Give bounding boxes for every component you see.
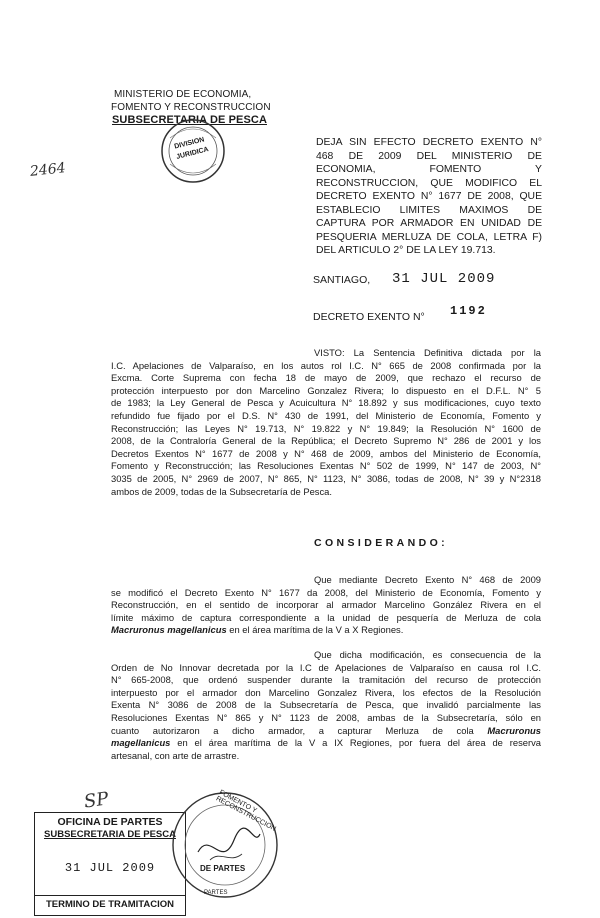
visto-line: 2008, de la Contraloría General de la República; el Decreto Supremo N° 286 de 2001 y los	[111, 435, 541, 447]
considerando-line: se modificó el Decreto Exento N° 1677 da 2008, del Ministerio de Economía, Fomento y	[111, 586, 541, 598]
division-juridica-stamp	[160, 118, 226, 184]
stamp-date: 31 JUL 2009	[64, 861, 156, 875]
decree-number: 1192	[450, 304, 487, 318]
visto-line: de 1983; la Ley General de Pesca y Acuicultura N° 18.892 y sus modificaciones, cuyo texto	[111, 397, 541, 409]
decree-date-stamp: 31 JUL 2009	[392, 271, 496, 287]
handwritten-initials: SP	[82, 788, 110, 813]
species-name: Macruronus	[487, 724, 541, 736]
visto-paragraph	[111, 347, 541, 498]
title-line: CAPTURA POR ARMADOR EN UNIDAD DE	[316, 218, 542, 229]
visto-line: Fomento y Reconstrucción; las Resoluciones Exentas N° 502 de 1999, N° 147 de 2003, N°	[111, 460, 541, 472]
visto-line: protección interpuesto por don Marcelino Gonzalez Rivera; lo dispuesto en el D.F.L. N° 5	[111, 384, 541, 396]
considerando-line: Orden de No Innovar decretada por la I.C de Apelaciones de Valparaíso en causa rol I.C.	[111, 661, 541, 673]
ministry-line-1: MINISTERIO DE ECONOMIA,	[114, 89, 252, 100]
margin-note: 2464	[29, 160, 67, 180]
considerando-text: en el área marítima de la V a IX Regiones, por fuera del área de reserva	[170, 737, 541, 749]
considerando-line: Exenta N° 3086 de 2008 de la Subsecretaría de Pesca, que invalidó parcialmente las	[111, 699, 541, 711]
stamp-oficina-text: OFICINA DE PARTES	[57, 816, 163, 828]
title-line: DEL ARTICULO 2° DE LA LEY 19.713.	[316, 245, 496, 256]
visto-line: VISTO: La Sentencia Definitiva dictada por la	[314, 347, 541, 358]
considerando-line	[111, 624, 541, 637]
decree-number-label: DECRETO EXENTO N°	[313, 311, 425, 323]
considerando-line: Reconstrucción, en el sentido de incorporar al armador Marcelino González Rivera en el	[111, 599, 541, 611]
title-line: RECONSTRUCCION, QUE MODIFICO EL	[316, 177, 542, 189]
considerando-line	[111, 725, 541, 738]
ministry-round-stamp	[170, 790, 280, 900]
round-stamp-arc-text: FOMENTO Y RECONSTRUCCION	[214, 789, 277, 833]
species-name: Macruronus magellanicus	[111, 624, 227, 636]
visto-line: Excma. Corte Suprema con fecha 18 de mayo de 2009, que rechazo el recurso de	[111, 372, 541, 384]
considerando-line	[111, 737, 541, 750]
stamp-termino-text: TERMINO DE TRAMITACION	[45, 899, 175, 910]
round-stamp-bottom: PARTES	[204, 890, 228, 896]
considerando-line: interpuesto por el armador don Marcelino Gonzalez Rivera, los efectos de la Resolución	[111, 686, 541, 698]
title-line: 468 DE 2009 DEL MINISTERIO DE	[316, 150, 542, 162]
considerando-line: Resoluciones Exentas N° 865 y N° 1123 de 2008, ambas de la Subsecretaría, sólo en	[111, 711, 541, 723]
title-line: ECONOMIA, FOMENTO Y	[316, 164, 542, 175]
considerando-line: Que mediante Decreto Exento N° 468 de 2009	[314, 574, 541, 585]
considerando-line: Que dicha modificación, es consecuencia de la	[314, 649, 541, 660]
considerando-paragraph-1	[111, 574, 541, 637]
considerando-heading: CONSIDERANDO:	[314, 537, 449, 549]
species-name: magellanicus	[111, 737, 171, 749]
stamp-divider	[35, 895, 185, 896]
stamp-division-text: DIVISION	[173, 136, 206, 151]
decree-title	[316, 136, 542, 258]
visto-line: I.C. Apelaciones de Valparaíso, en los autos rol I.C. N° 665 de 2008 confirmada por la	[111, 359, 541, 371]
title-line: ESTABLECIO LIMITES MAXIMOS DE	[316, 204, 542, 216]
considerando-line: artesanal, con arte de arrastre.	[111, 749, 240, 761]
stamp-juridica-text: JURIDICA	[175, 146, 210, 161]
considerando-line: N° 665-2008, que ordenó suspender durante la tramitación del recurso de protección	[111, 674, 541, 686]
considerando-text: cuanto autorizaron a dicho armador, a capturar Merluza de cola	[111, 724, 474, 736]
round-stamp-center: DE PARTES	[200, 864, 246, 873]
visto-line: Reconstrucción; las Leyes N° 19.713, N° 19.822 y N° 19.849; la Resolución N° 1600 de	[111, 422, 541, 434]
considerando-text: en el área marítima de la V a X Regiones.	[226, 624, 404, 636]
place-city: SANTIAGO,	[313, 274, 371, 286]
ministry-line-2: FOMENTO Y RECONSTRUCCION	[111, 102, 271, 113]
title-line: DECRETO EXENTO N° 1677 DE 2008, QUE	[316, 191, 542, 202]
visto-line: refundido fue fijado por el D.S. N° 430 de 1991, del Ministerio de Economía, Fomento y	[111, 409, 541, 421]
visto-line: 3035 de 2005, N° 2969 de 2007, N° 865, N° 1123, N° 3086, todas de 2008, N° 39 y N°2318	[111, 472, 541, 484]
considerando-paragraph-2	[111, 649, 541, 762]
subsecretaria-title: SUBSECRETARIA DE PESCA	[112, 114, 267, 126]
considerando-line: límite máximo de captura correspondiente a la unidad de pesquería de Merluza de cola	[111, 611, 541, 623]
stamp-subsecretaria-text: SUBSECRETARIA DE PESCA	[44, 829, 176, 840]
oficina-partes-stamp	[34, 812, 186, 916]
title-line: DEJA SIN EFECTO DECRETO EXENTO N°	[316, 137, 542, 148]
visto-line: Decretos Exentos N° 1677 de 2008 y N° 468 de 2009, ambos del Ministerio de Economía,	[111, 447, 541, 459]
visto-line: ambos de 2009, todas de la Subsecretaría de Pesca.	[111, 485, 332, 497]
title-line: PESQUERIA MERLUZA DE COLA, LETRA F)	[316, 231, 542, 243]
